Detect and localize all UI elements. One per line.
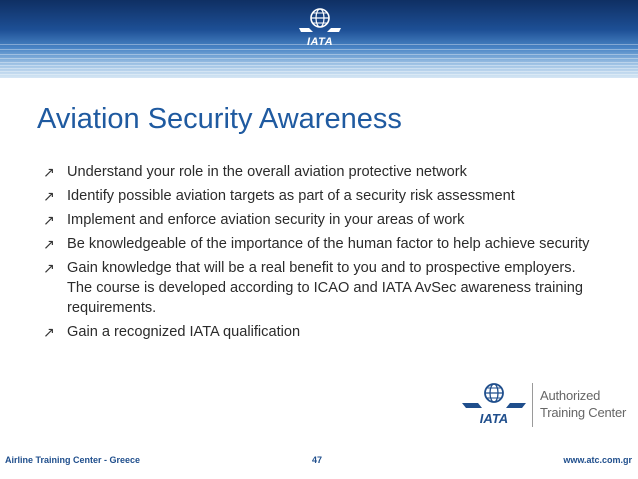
bullet-text: Implement and enforce aviation security in your areas of work: [67, 212, 465, 228]
arrow-up-right-icon: ↗: [43, 164, 55, 180]
auth-logo-text: [540, 387, 626, 421]
globe-icon: [297, 6, 343, 36]
iata-logo: [297, 6, 343, 50]
arrow-up-right-icon: ↗: [43, 324, 55, 340]
globe-icon: [458, 381, 530, 411]
slide-title: Aviation Security Awareness: [37, 103, 402, 135]
auth-logo-line2: Training Center: [540, 405, 627, 420]
bullet-item: [40, 210, 600, 230]
bullet-text: Gain knowledge that will be a real benefit to you and to prospective employers. The course is developed according to ICAO and IATA AvSec awareness training requirements.: [67, 260, 583, 316]
header-logo-text: IATA: [306, 36, 334, 48]
authorized-training-center-logo: [458, 381, 633, 433]
bullet-text: Identify possible aviation targets as part of a security risk assessment: [67, 188, 515, 204]
bullet-text: Be knowledgeable of the importance of the human factor to help achieve security: [67, 236, 590, 252]
arrow-up-right-icon: ↗: [43, 212, 55, 228]
header-band: [0, 0, 638, 78]
auth-logo-iata-text: IATA: [479, 411, 509, 426]
footer: [0, 452, 638, 479]
bullet-text: Understand your role in the overall aviation protective network: [67, 164, 467, 180]
auth-logo-line1: Authorized: [540, 388, 601, 403]
footer-organization: Airline Training Center - Greece: [5, 455, 141, 465]
arrow-up-right-icon: ↗: [43, 260, 55, 276]
page-number: 47: [312, 455, 323, 465]
footer-website-link[interactable]: www.atc.com.gr: [563, 455, 632, 465]
auth-logo-divider: [532, 383, 533, 427]
arrow-up-right-icon: ↗: [43, 188, 55, 204]
bullet-list: [40, 162, 600, 346]
bullet-item: [40, 162, 600, 182]
bullet-item: [40, 234, 600, 254]
bullet-item: [40, 322, 600, 342]
bullet-text: Gain a recognized IATA qualification: [67, 324, 301, 340]
bullet-item: [40, 186, 600, 206]
bullet-item: [40, 258, 600, 318]
arrow-up-right-icon: ↗: [43, 236, 55, 252]
